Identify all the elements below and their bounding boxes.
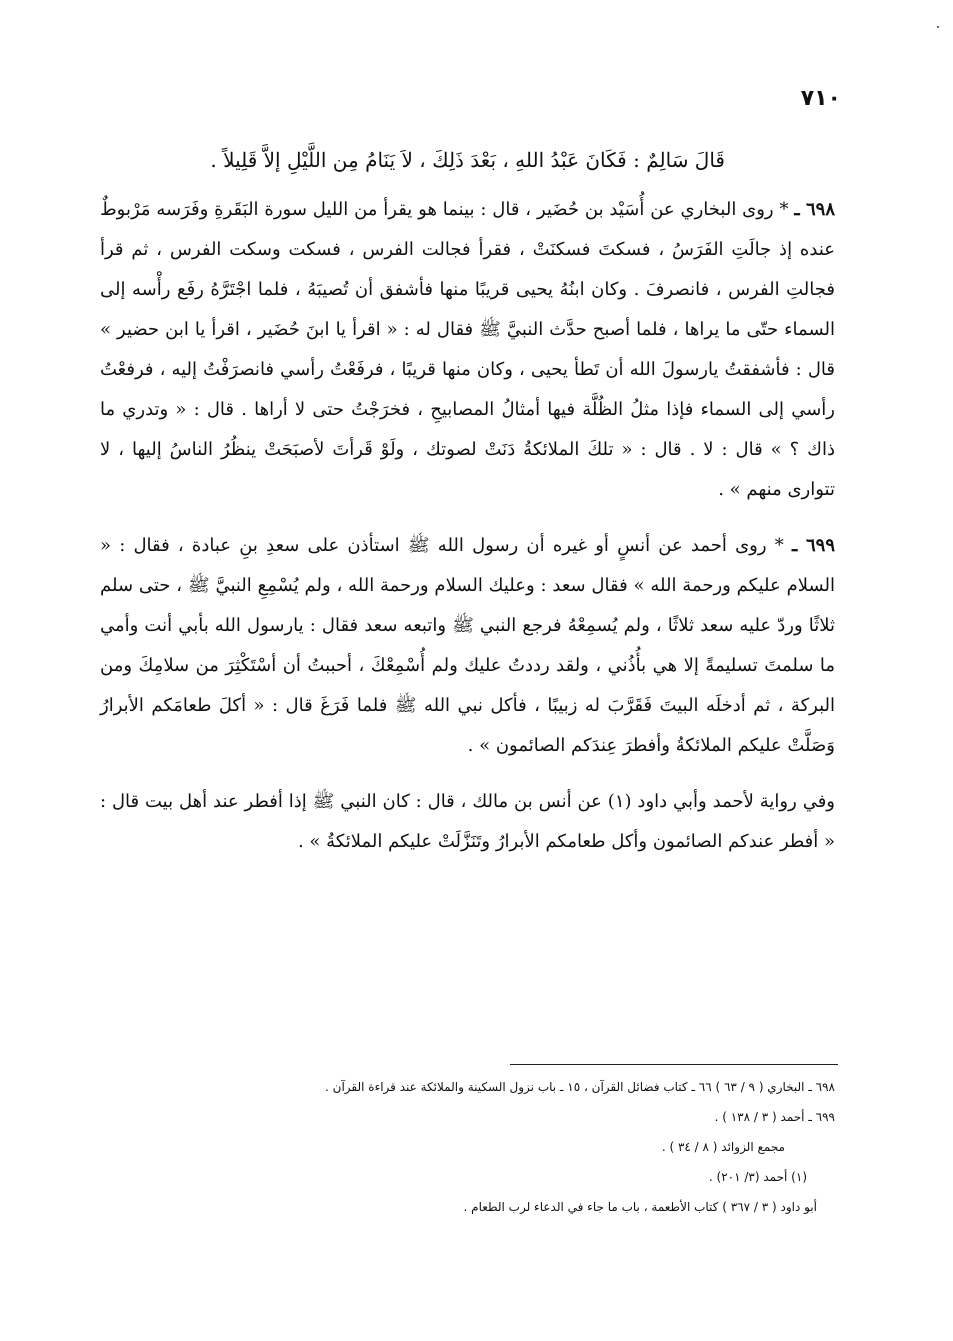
- narration-text: وفي رواية لأحمد وأبي داود (١) عن أنس بن مالك ، قال : كان النبي ﷺ إذا أفطر عند أهل بيت قال : « أفطر عندكم الصائمون وأكل طعامكم الأبرارُ وتَنَزَّلَتْ عليكم الملائكةُ » .: [100, 791, 836, 852]
- hadith-text: * روى البخاري عن أُسَيْد بن حُضَير ، قال : بينما هو يقرأ من الليل سورة البَقَرةِ وفَرَسه مَرْبوطٌ عنده إذ جالَتِ الفَرَسُ ، فسكتَ فسكنَتْ ، فقرأ فجالت الفرس ، فسكت وسكت الفرس ، ثم قرأ فجالتِ الفرس ، فانصرفَ . وكان ابنُهُ يحيى قريبًا منها فأشفق أن تُصيبَهُ ، فلما اجْتَرَّهُ رفَع رأْسه إلى السماء حتّى ما يراها ، فلما أصبح حدَّث النبيَّ ﷺ فقال له : « اقرأ يا ابنَ حُضَير ، اقرأ يا ابن حضير » قال : فأشفقتُ يارسولَ الله أن تَطأ يحيى ، وكان منها قريبًا ، فرفَعْتُ رأسي فانصرَفْتُ إليه ، فرفعْتُ رأسي إلى السماء فإذا مثلُ الظُلَّة فيها أمثالُ المصابيحِ ، فخرَجْتُ حتى لا أراها . قال : « وتدري ما ذاك ؟ » قال : لا . قال : « تلكَ الملائكةُ دَنَتْ لصوتك ، ولَوْ قَرأتَ لأصبَحَتْ ينظُرُ الناسُ إليها ، لا تتوارى منهم » .: [100, 199, 835, 500]
- footnote-698: ٦٩٨ ـ البخاري ( ٩ / ٦٣ ) ٦٦ ـ كتاب فضائل القرآن ، ١٥ ـ باب نزول السكينة والملائكة عند قراءة القرآن .: [325, 1080, 835, 1094]
- footnote-699: ٦٩٩ ـ أحمد ( ٣ / ١٣٨ ) .: [714, 1110, 835, 1124]
- quote-line: قَالَ سَالِمٌ : فَكَانَ عَبْدُ اللهِ ، بَعْدَ ذَلِكَ ، لاَ يَنَامُ مِن اللَّيْلِ إلاَّ قَلِيلاً .: [210, 148, 725, 172]
- footnote-abu-dawud: أبو داود ( ٣ / ٣٦٧ ) كتاب الأطعمة ، باب ما جاء في الدعاء لرب الطعام .: [463, 1200, 817, 1214]
- hadith-text: * روى أحمد عن أنسٍ أو غيره أن رسول الله ﷺ استأذن على سعدِ بنِ عبادة ، فقال : « السلام عليكم ورحمة الله » فقال سعد : وعليك السلام ورحمة الله ، ولم يُسْمِعِ النبيَّ ﷺ ، حتى سلم ثلاثًا وردّ عليه سعد ثلاثًا ، ولم يُسمِعْهُ فرجع النبي ﷺ واتبعه سعد فقال : يارسول الله بأبي أنت وأمي ما سلمتَ تسليمةً إلا هي بأُذُني ، ولقد رددتُ عليك ولم أُسْمِعْكَ ، أحببتُ أن أسْتَكْثِرَ من سلامِكَ ومن البركة ، ثم أدخلَه البيتَ فَقَرَّبَ له زبيبًا ، فأكل نبي الله ﷺ فلما فَرَغَ قال : « أكلَ طعامَكم الأبرارُ وَصَلَّتْ عليكم الملائكةُ وأفطرَ عِندَكم الصائمون » .: [100, 535, 835, 756]
- hadith-698: [100, 190, 835, 510]
- footnote-divider: [510, 1064, 838, 1065]
- hadith-699: [100, 526, 835, 766]
- hadith-number: ٦٩٨ ـ: [794, 199, 835, 220]
- footnotes: [120, 1072, 835, 1222]
- footnote-majma: مجمع الزوائد ( ٨ / ٣٤ ) .: [661, 1140, 785, 1154]
- page-number: ٧١٠: [800, 86, 841, 111]
- narration-paragraph: [100, 782, 835, 862]
- main-text: [100, 138, 835, 878]
- footnote-1: (١) أحمد (٣/ ٢٠١) .: [708, 1170, 807, 1184]
- hadith-number: ٦٩٩ ـ: [791, 535, 835, 556]
- scan-speck: [937, 26, 939, 28]
